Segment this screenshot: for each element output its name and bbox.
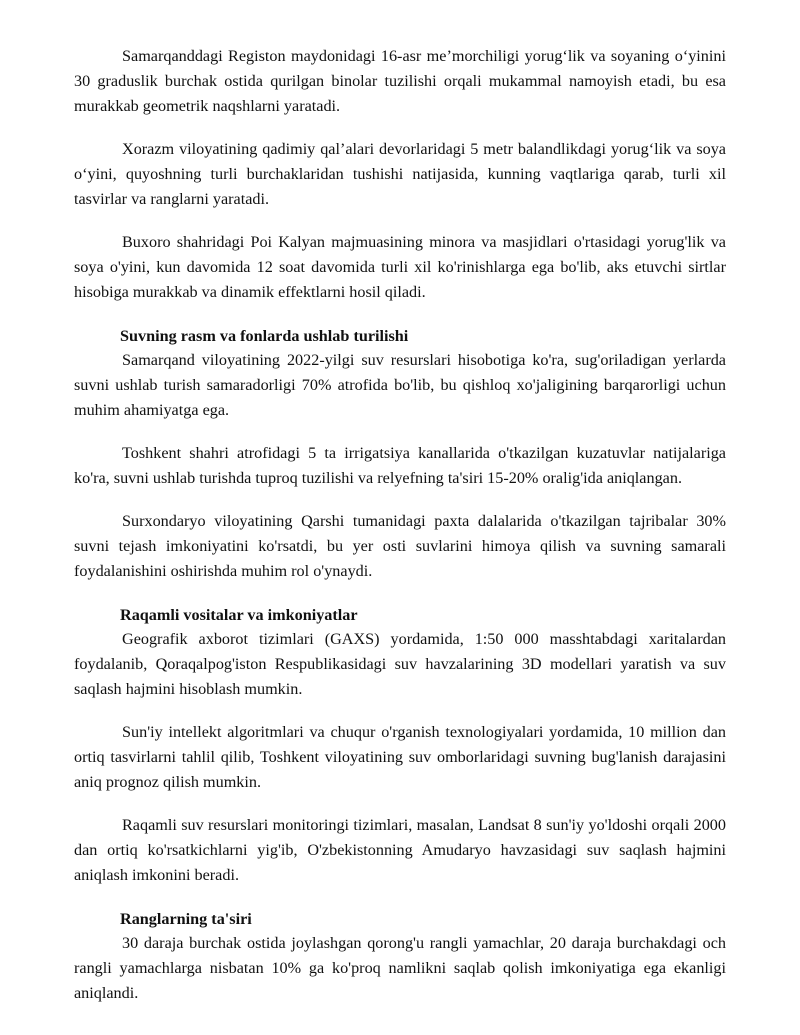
paragraph-surxondaryo: Surxondaryo viloyatining Qarshi tumanidagi paxta dalalarida o'tkazilgan tajribalar 30% suvni tejash imkoniyatini ko'rsatdi, bu yer osti suvlarini himoya qilish va suvning samarali foydalanishini oshirishda muhim rol o'ynaydi. — [74, 512, 726, 580]
paragraph-toshkent-canals: Toshkent shahri atrofidagi 5 ta irrigatsiya kanallarida o'tkazilgan kuzatuvlar natijalariga ko'ra, suvni ushlab turishda tuproq tuzilishi va relyefning ta'siri 15-20% oralig'ida aniqlangan. — [74, 444, 726, 487]
document-page — [74, 44, 726, 1006]
section-heading-colors: Ranglarning ta'siri — [120, 910, 252, 928]
section-heading-digital: Raqamli vositalar va imkoniyatlar — [120, 606, 358, 624]
section-heading-water: Suvning rasm va fonlarda ushlab turilishi — [120, 327, 409, 345]
paragraph-samarqand-water: Samarqand viloyatining 2022-yilgi suv resurslari hisobotiga ko'ra, sug'oriladigan yerlarda suvni ushlab turish samaradorligi 70% atrofida bo'lib, bu qishloq xo'jaligining barqarorligi uchun muhim ahamiyatga ega. — [74, 351, 726, 419]
paragraph-registon: Samarqanddagi Registon maydonidagi 16-asr me’morchiligi yorug‘lik va soyaning o‘yinini 30 graduslik burchak ostida qurilgan binolar tuzilishi orqali mukammal namoyish etadi, bu esa murakkab geometrik naqshlarni yaratadi. — [74, 47, 726, 115]
paragraph-gaxs: Geografik axborot tizimlari (GAXS) yordamida, 1:50 000 masshtabdagi xaritalardan foydalanib, Qoraqalpog'iston Respublikasidagi suv havzalarining 3D modellari yaratish va suv saqlash hajmini hisoblash mumkin. — [74, 630, 726, 698]
paragraph-landsat: Raqamli suv resurslari monitoringi tizimlari, masalan, Landsat 8 sun'iy yo'ldoshi orqali 2000 dan ortiq ko'rsatkichlarni yig'ib, O'zbekistonning Amudaryo havzasidagi suv saqlash hajmini aniqlash imkonini beradi. — [74, 816, 726, 884]
paragraph-xorazm: Xorazm viloyatining qadimiy qal’alari devorlaridagi 5 metr balandlikdagi yorug‘lik va soya o‘yini, quyoshning turli burchaklaridan tushishi natijasida, kunning vaqtlariga qarab, turli xil tasvirlar va ranglarni yaratadi. — [74, 140, 726, 208]
paragraph-colors: 30 daraja burchak ostida joylashgan qorong'u rangli yamachlar, 20 daraja burchakdagi och rangli yamachlarga nisbatan 10% ga ko'proq namlikni saqlab qolish imkoniyatiga ega ekanligi aniqlandi. — [74, 934, 726, 1002]
paragraph-buxoro: Buxoro shahridagi Poi Kalyan majmuasining minora va masjidlari o'rtasidagi yorug'lik va soya o'yini, kun davomida 12 soat davomida turli xil ko'rinishlarga ega bo'lib, aks etuvchi sirtlar hisobiga murakkab va dinamik effektlarni hosil qiladi. — [74, 233, 726, 301]
paragraph-ai: Sun'iy intellekt algoritmlari va chuqur o'rganish texnologiyalari yordamida, 10 million dan ortiq tasvirlarni tahlil qilib, Toshkent viloyatining suv omborlaridagi suvning bug'lanish darajasini aniq prognoz qilish mumkin. — [74, 723, 726, 791]
